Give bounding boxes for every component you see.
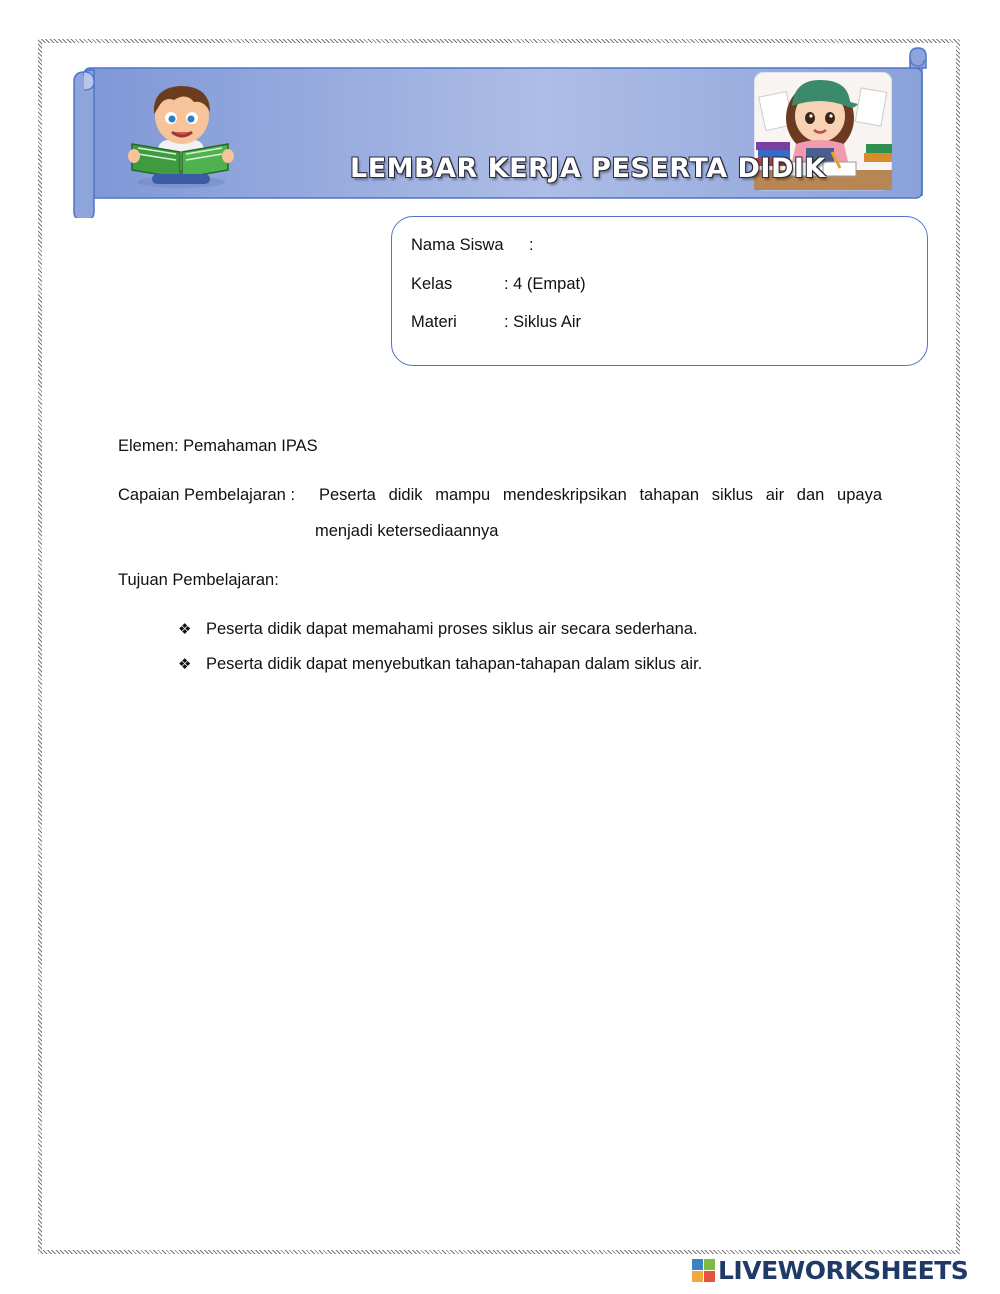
capaian-line-1: Peserta didik mampu mendeskripsikan tahapan siklus air dan upaya	[319, 486, 882, 504]
capaian-line-2: menjadi ketersediaannya	[315, 522, 499, 540]
tujuan-item-text: Peserta didik dapat menyebutkan tahapan-tahapan dalam siklus air.	[206, 655, 703, 673]
tujuan-list	[178, 620, 702, 690]
tujuan-label: Tujuan Pembelajaran:	[118, 571, 279, 589]
brand-name: LIVEWORKSHEETS	[718, 1255, 969, 1285]
tujuan-item-text: Peserta didik dapat memahami proses siklus air secara sederhana.	[206, 620, 698, 638]
list-item	[178, 620, 702, 655]
diamond-bullet-icon: ❖	[178, 656, 192, 673]
name-value[interactable]: :	[529, 236, 534, 254]
liveworksheets-logo[interactable]	[692, 1255, 968, 1285]
student-info-box	[391, 216, 928, 366]
name-label: Nama Siswa	[411, 236, 504, 254]
capaian-label: Capaian Pembelajaran :	[118, 486, 296, 504]
header-banner	[72, 46, 928, 218]
class-value: : 4 (Empat)	[504, 275, 586, 293]
worksheet-title: LEMBAR KERJA PESERTA DIDIK	[350, 153, 826, 184]
diamond-bullet-icon: ❖	[178, 621, 192, 638]
subject-value: : Siklus Air	[504, 313, 582, 331]
logo-grid-icon	[692, 1259, 715, 1282]
class-label: Kelas	[411, 275, 453, 293]
list-item	[178, 655, 702, 690]
elemen-text: Elemen: Pemahaman IPAS	[118, 437, 318, 455]
subject-label: Materi	[411, 313, 457, 331]
boy-reading-illustration	[124, 78, 238, 190]
